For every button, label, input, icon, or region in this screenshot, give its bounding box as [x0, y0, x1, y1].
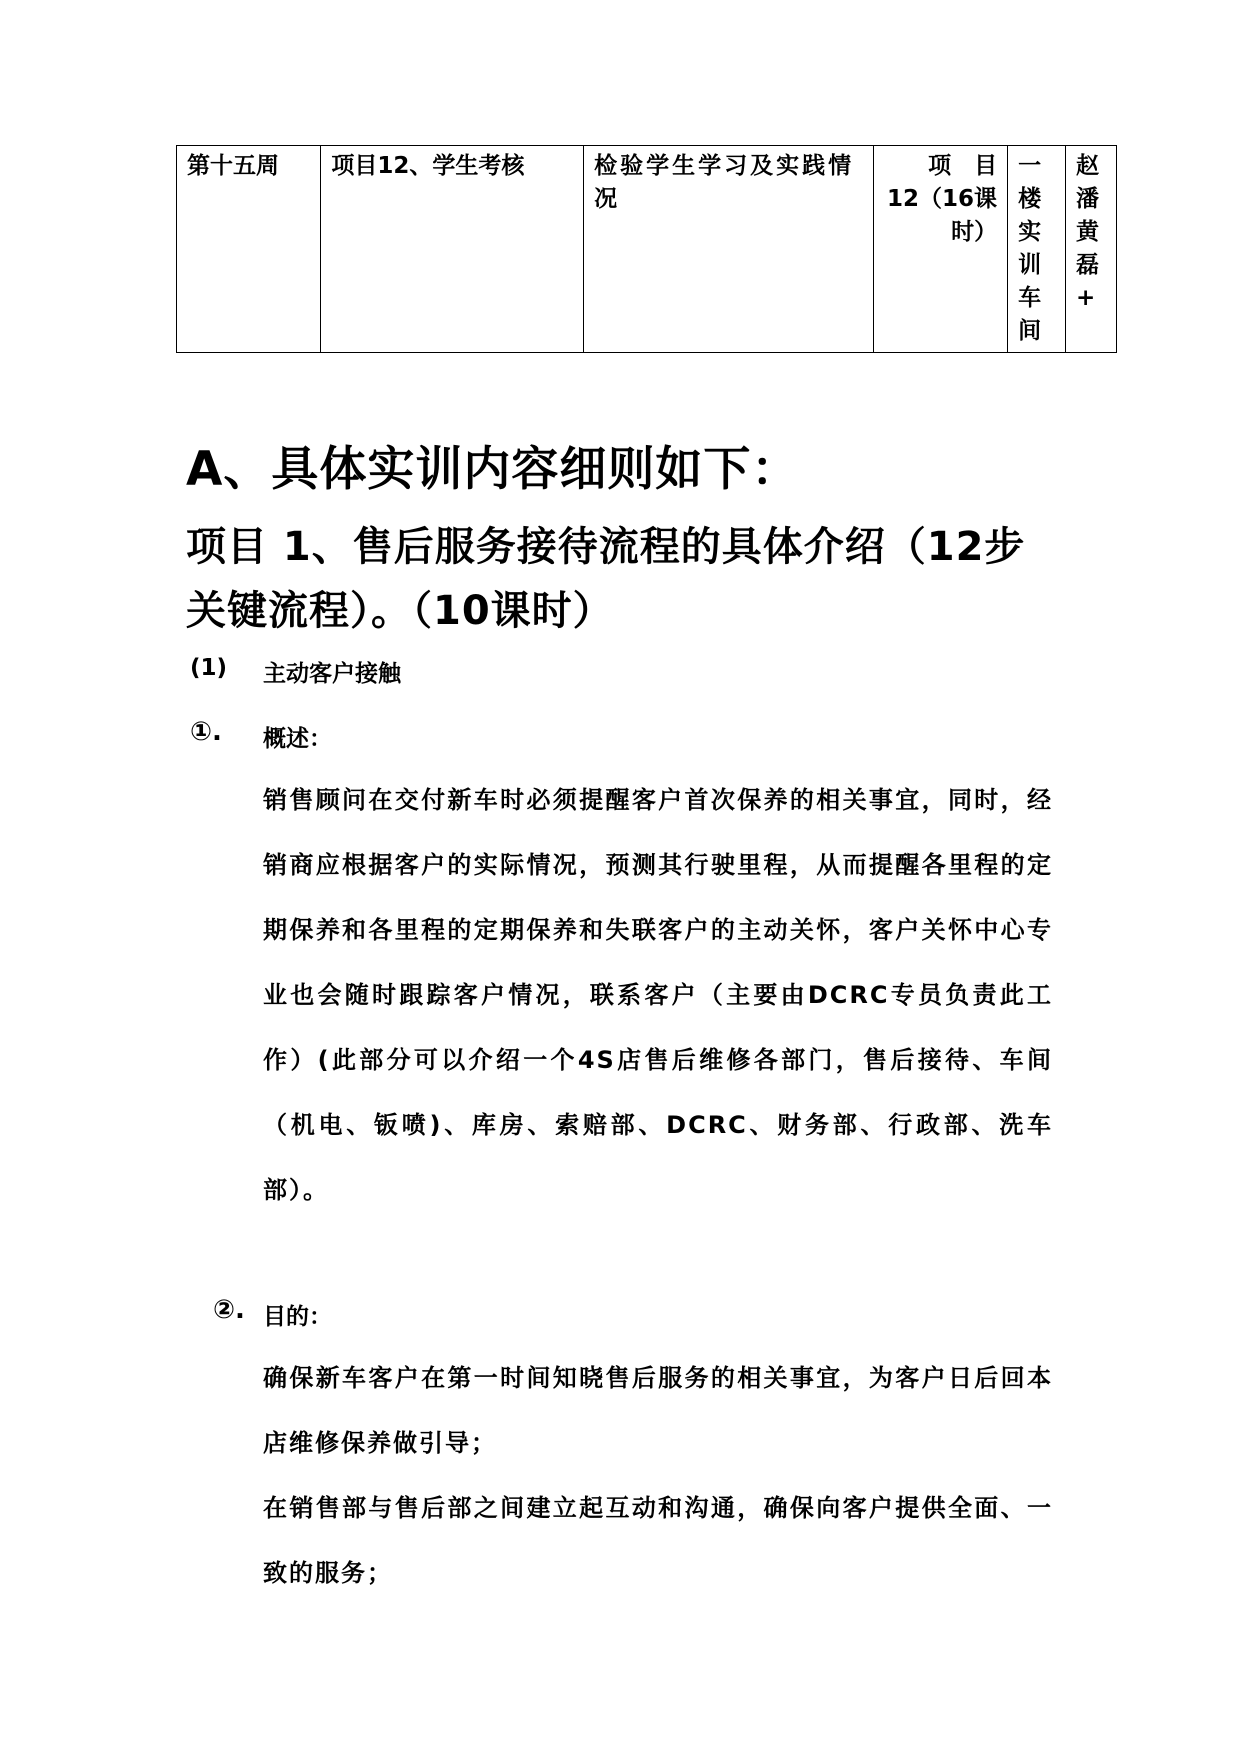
teacher-text: 赵潘黄磊+: [1076, 153, 1099, 311]
content-cell: 检验学生学习及实践情况: [584, 146, 874, 353]
hours-cell: 项 目 12（16课时）: [874, 146, 1008, 353]
item-label: 主动客户接触: [263, 661, 401, 687]
item-marker: (1): [190, 655, 228, 681]
sub-marker: ②.: [213, 1295, 245, 1325]
table-row: [177, 146, 1117, 353]
purpose-paragraph-1: 确保新车客户在第一时间知晓售后服务的相关事宜，为客户日后回本店维修保养做引导；: [263, 1364, 1053, 1457]
sub-marker: ①.: [190, 717, 222, 747]
place-text: 一楼实训车间: [1018, 153, 1042, 344]
week-cell: 第十五周: [177, 146, 321, 353]
project-heading: 项目 1、售后服务接待流程的具体介绍（12步关键流程）。（10课时）: [186, 524, 1026, 634]
schedule-table: [176, 145, 1117, 353]
sub-label: 目的：: [263, 1304, 332, 1330]
sub-label: 概述：: [263, 726, 332, 752]
section-heading: A、具体实训内容细则如下：: [186, 442, 800, 497]
teacher-cell: [1066, 146, 1117, 353]
purpose-paragraph-2: 在销售部与售后部之间建立起互动和沟通，确保向客户提供全面、一致的服务；: [263, 1494, 1053, 1587]
overview-paragraph: 销售顾问在交付新车时必须提醒客户首次保养的相关事宜，同时，经销商应根据客户的实际情况，预测其行驶里程，从而提醒各里程的定期保养和各里程的定期保养和失联客户的主动关怀，客户关怀中心专业也会随时跟踪客户情况，联系客户（主要由DCRC专员负责此工作）(此部分可以介绍一个4S店售后维修各部门，售后接待、车间（机电、钣喷)、库房、索赔部、DCRC、财务部、行政部、洗车部）。: [263, 786, 1053, 1204]
project-cell: 项目12、学生考核: [321, 146, 584, 353]
